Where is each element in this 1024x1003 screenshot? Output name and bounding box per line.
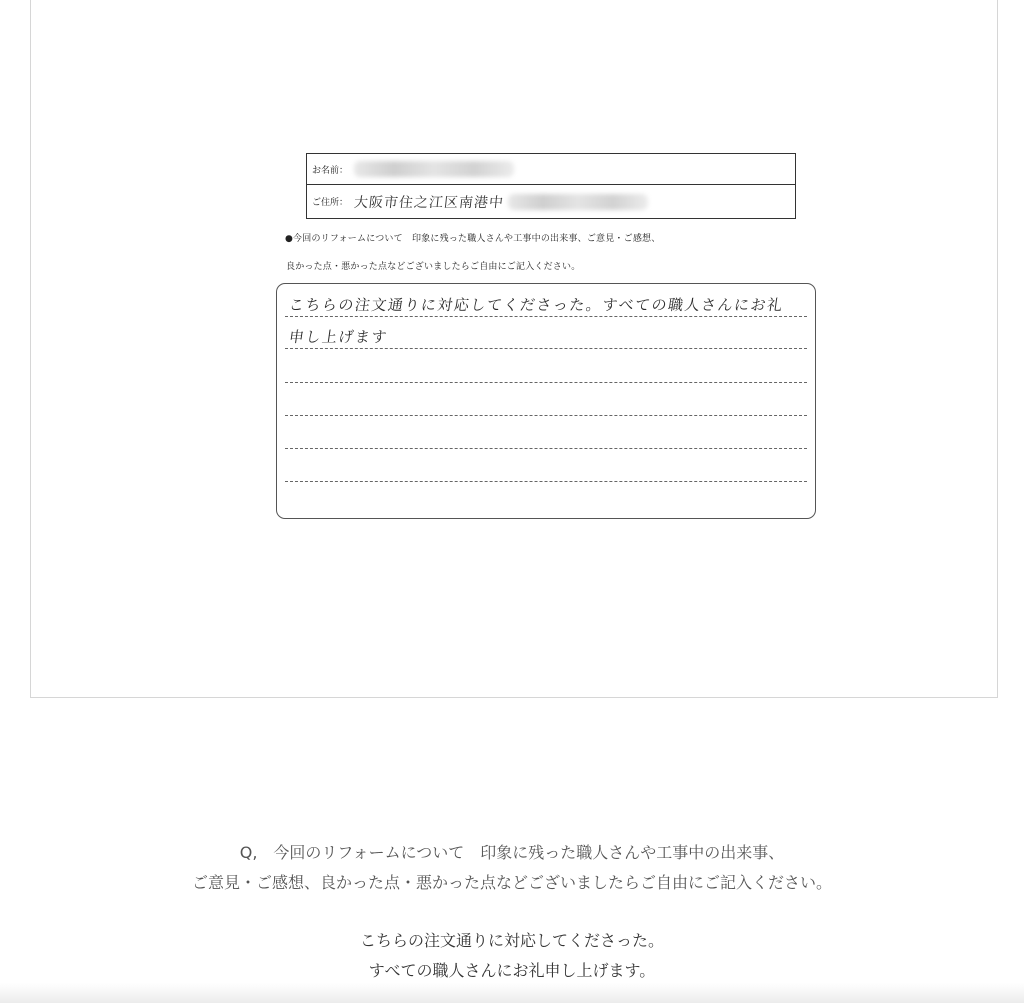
address-redacted	[508, 194, 648, 210]
answer-rule	[285, 415, 807, 416]
answer-box	[276, 283, 816, 519]
address-label: ご住所：	[312, 198, 349, 208]
answer-rule	[285, 481, 807, 482]
answer-caption	[0, 926, 1024, 986]
bottom-fade	[0, 983, 1024, 1003]
answer-rule	[285, 448, 807, 449]
question-caption	[0, 838, 1024, 898]
form-prompt-line-1: ●今回のリフォームについて 印象に残った職人さんや工事中の出来事、ご意見・ご感想、	[285, 234, 661, 244]
address-row	[307, 185, 795, 218]
address-handwritten: 大阪市住之江区南港中	[353, 194, 505, 211]
scanned-form-frame	[30, 0, 998, 698]
answer-line-1: こちらの注文通りに対応してくださった。	[359, 931, 664, 950]
name-row	[307, 154, 795, 185]
name-redacted	[354, 161, 514, 177]
question-line-1: Q, 今回のリフォームについて 印象に残った職人さんや工事中の出来事、	[239, 843, 785, 862]
answer-rule	[285, 348, 807, 349]
answer-rule	[285, 316, 807, 317]
handwritten-answer-line-2: 申し上げます	[287, 328, 390, 346]
customer-info-table	[306, 153, 796, 219]
handwritten-answer-line-1: こちらの注文通りに対応してくださった。すべての職人さんにお礼	[287, 296, 785, 314]
name-label: お名前：	[312, 165, 349, 176]
scanned-questionnaire	[276, 149, 821, 524]
question-line-2: ご意見・ご感想、良かった点・悪かった点などございましたらご自由にご記入ください。	[191, 873, 832, 892]
form-prompt-line-2: 良かった点・悪かった点などございましたらご自由にご記入ください。	[286, 262, 581, 272]
answer-line-2: すべての職人さんにお礼申し上げます。	[368, 961, 656, 980]
answer-rule	[285, 382, 807, 383]
